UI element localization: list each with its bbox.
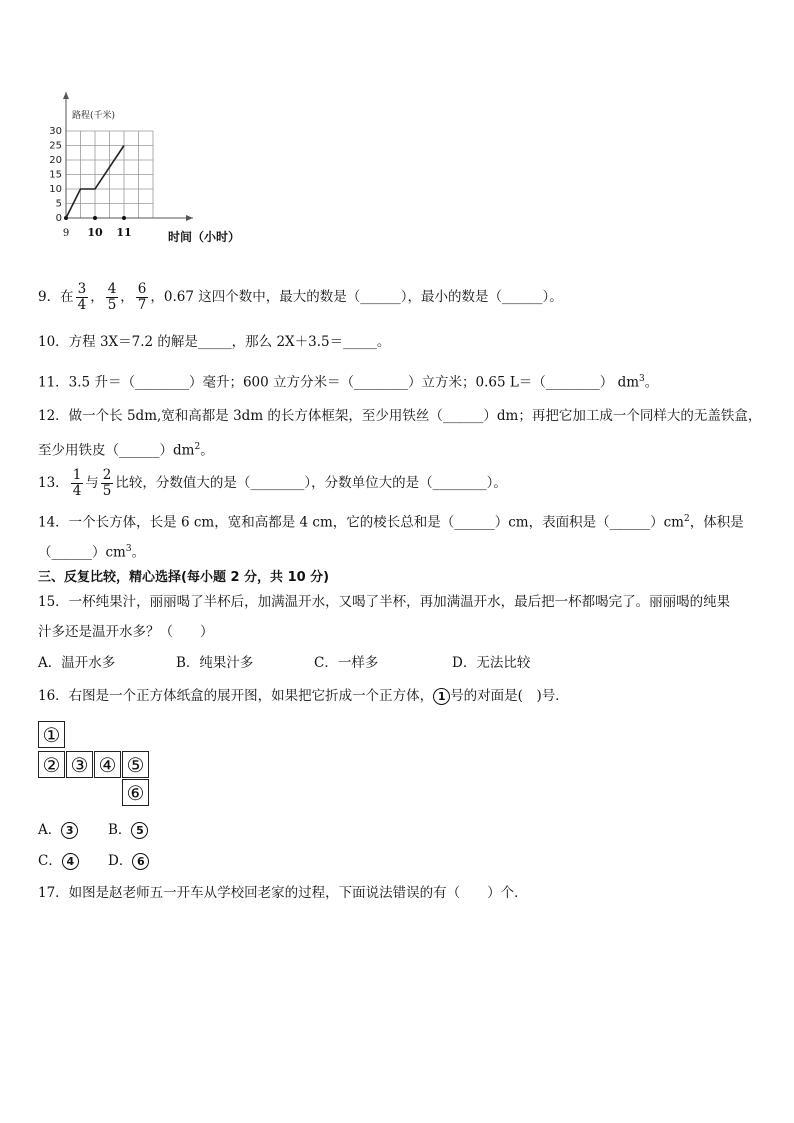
y-tick-label: 20 <box>49 155 62 166</box>
x-tick-label: 10 <box>87 226 103 239</box>
fraction-6-7: $\frac{6}{7}$ <box>137 281 147 313</box>
y-tick-label: 5 <box>55 198 62 210</box>
question-12-line1: 12．做一个长 5dm,宽和高都是 3dm 的长方体框架，至少用铁丝（______）dm；再把它加工成一个同样大的无盖铁盒， <box>38 408 762 424</box>
q16-option-d[interactable]: D． 6 <box>108 852 149 870</box>
distance-time-chart <box>38 88 258 252</box>
circled-5-icon: 5 <box>131 822 148 839</box>
net-face-6: ⑥ <box>122 779 149 806</box>
x-axis-label: 时间（小时） <box>168 230 241 244</box>
q9-prefix: 9．在 <box>38 289 74 305</box>
question-14-line2: $(\_\_\_\_\_\_)cm^3$。 <box>38 544 146 561</box>
y-tick-label: 10 <box>49 184 62 195</box>
circled-6-icon: 6 <box>132 853 149 870</box>
question-15-line1: 15．一杯纯果汁，丽丽喝了半杯后，加满温开水，又喝了半杯，再加满温开水，最后把一杯都喝完了。丽丽喝的纯果 <box>38 594 731 610</box>
q16-option-b[interactable]: B． 5 <box>108 821 148 839</box>
question-14-line1: 14．一个长方体，长是 6 cm，宽和高都是 4 cm，它的棱长总和是（______）cm，表面积是$(\_\_\_\_\_\_)cm^2$，体积是 <box>38 514 744 531</box>
y-tick-label: 0 <box>55 213 62 224</box>
q15-option-b[interactable]: B．纯果汁多 <box>176 655 254 671</box>
x-axis-arrow <box>186 215 193 221</box>
section-3-heading: 三、反复比较，精心选择(每小题 2 分，共 10 分) <box>38 570 330 585</box>
y-tick-label: 25 <box>49 140 62 152</box>
x-tick-dot <box>122 216 126 220</box>
question-12-line2: 至少用铁皮$(\_\_\_\_\_\_)dm^2$。 <box>38 442 214 459</box>
question-11: 11．3.5 升＝（________）毫升；600 立方分米＝（________）立方米；0.65 L＝（________） $dm^3$。 <box>38 374 659 391</box>
question-16: 16．右图是一个正方体纸盒的展开图，如果把它折成一个正方体， 1 号的对面是( )号． <box>38 688 569 704</box>
x-tick-dot <box>93 216 97 220</box>
y-axis-arrow <box>63 92 69 99</box>
y-tick-label: 30 <box>49 126 62 137</box>
fraction-1-4: $\frac{1}{4}$ <box>72 467 82 499</box>
net-face-2: ② <box>38 751 65 778</box>
net-face-1: ① <box>38 721 65 748</box>
fraction-4-5: $\frac{4}{5}$ <box>107 281 117 313</box>
fraction-2-5: $\frac{2}{5}$ <box>102 467 112 499</box>
question-15-line2: 汁多还是温开水多？（ ） <box>38 624 214 640</box>
q15-option-a[interactable]: A．温开水多 <box>38 655 116 671</box>
question-13: 13． $\frac{1}{4}$ 与 $\frac{2}{5}$ 比较，分数值大的是（________），分数单位大的是（________）。 <box>38 467 507 499</box>
circled-3-icon: 3 <box>61 822 78 839</box>
q16-option-a[interactable]: A． 3 <box>38 821 78 839</box>
question-9: 9．在 $\frac{3}{4}$ ， $\frac{4}{5}$ ， $\frac{6}{7}$ ，0.67 这四个数中，最大的数是（______），最小的数是（______）。 <box>38 281 563 313</box>
x-tick-label: 11 <box>116 226 132 239</box>
question-10: 10．方程 3X＝7.2 的解是_____，那么 2X＋3.5＝_____。 <box>38 334 391 350</box>
net-face-3: ③ <box>66 751 93 778</box>
fraction-3-4: $\frac{3}{4}$ <box>77 281 87 313</box>
net-face-4: ④ <box>94 751 121 778</box>
q15-option-d[interactable]: D．无法比较 <box>452 655 531 671</box>
question-17: 17．如图是赵老师五一开车从学校回老家的过程，下面说法错误的有（ ）个． <box>38 885 528 901</box>
y-tick-label: 15 <box>49 169 62 181</box>
circled-1-icon: 1 <box>433 688 450 705</box>
net-face-5: ⑤ <box>122 751 149 778</box>
q15-option-c[interactable]: C．一样多 <box>314 655 379 671</box>
x-tick-label: 9 <box>62 228 70 239</box>
q9-suffix: ，0.67 这四个数中，最大的数是（______），最小的数是（______）。 <box>150 289 563 305</box>
circled-4-icon: 4 <box>62 853 79 870</box>
y-axis-label: 路程(千米) <box>72 111 116 121</box>
chart-svg <box>38 88 258 248</box>
q16-option-c[interactable]: C． 4 <box>38 852 79 870</box>
